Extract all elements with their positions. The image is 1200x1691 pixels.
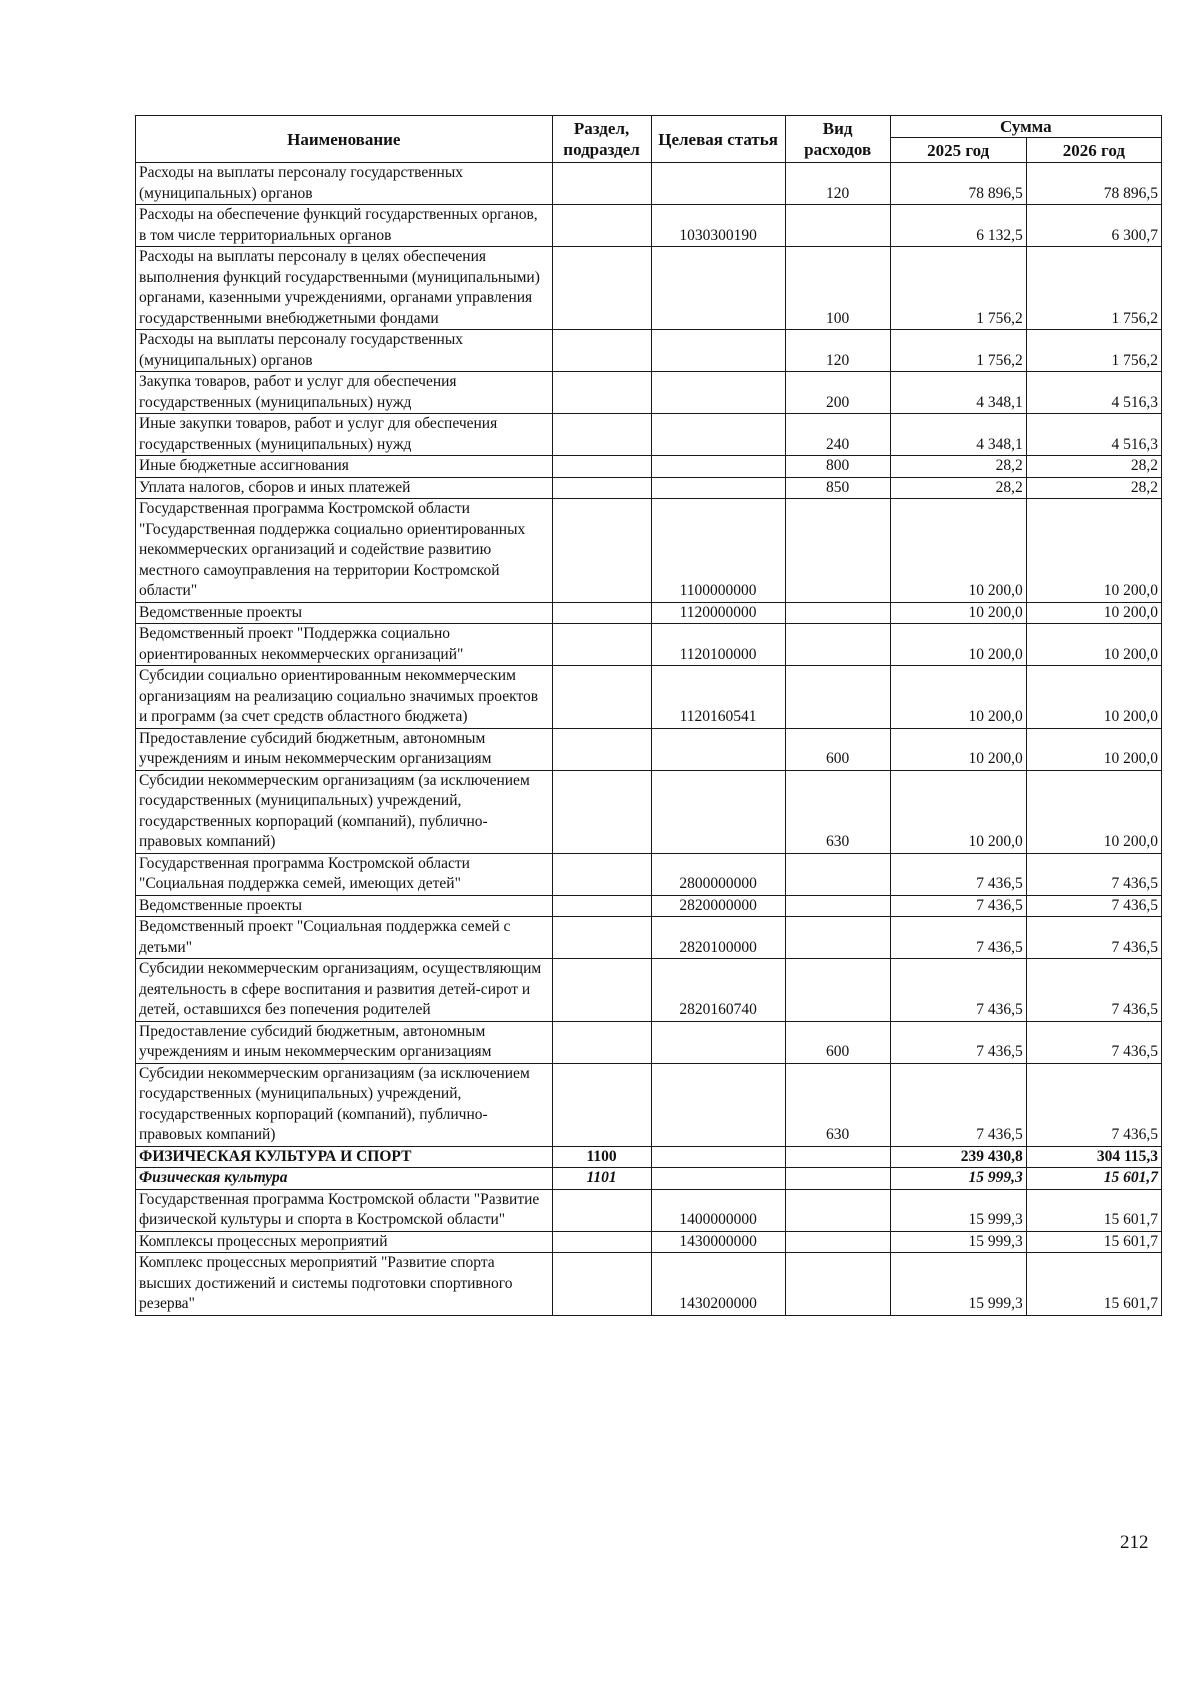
table-row [136, 959, 1162, 1022]
row-razdel [552, 330, 651, 372]
row-vid: 100 [785, 247, 890, 330]
row-sum-2026: 15 601,7 [1026, 1168, 1161, 1190]
table-row [136, 770, 1162, 853]
row-sum-2026: 1 756,2 [1026, 330, 1161, 372]
row-vid [785, 666, 890, 729]
row-celevaya: 1030300190 [651, 205, 785, 247]
row-vid [785, 1146, 890, 1168]
row-name: Расходы на выплаты персоналу государственных (муниципальных) органов [136, 163, 553, 205]
row-vid: 120 [785, 163, 890, 205]
header-razdel: Раздел, подраздел [552, 116, 651, 163]
header-summa: Сумма [890, 116, 1161, 138]
table-row [136, 247, 1162, 330]
row-name: Ведомственный проект "Социальная поддержка семей с детьми" [136, 917, 553, 959]
row-sum-2026: 28,2 [1026, 456, 1161, 478]
row-vid [785, 895, 890, 917]
table-row [136, 477, 1162, 499]
row-sum-2025: 7 436,5 [890, 959, 1026, 1022]
row-sum-2026: 1 756,2 [1026, 247, 1161, 330]
row-sum-2025: 10 200,0 [890, 624, 1026, 666]
row-razdel [552, 728, 651, 770]
row-sum-2025: 7 436,5 [890, 895, 1026, 917]
row-celevaya [651, 414, 785, 456]
row-sum-2025: 1 756,2 [890, 330, 1026, 372]
row-vid [785, 853, 890, 895]
row-vid [785, 624, 890, 666]
header-celevaya: Целевая статья [651, 116, 785, 163]
table-row [136, 602, 1162, 624]
row-name: Государственная программа Костромской области "Государственная поддержка социально ориентированных некоммерческих организаций и содействие развитию местного самоуправления на территории Костромской области" [136, 499, 553, 603]
row-sum-2026: 15 601,7 [1026, 1189, 1161, 1231]
header-year-2025: 2025 год [890, 138, 1026, 163]
table-row [136, 728, 1162, 770]
row-vid: 800 [785, 456, 890, 478]
row-celevaya: 1120100000 [651, 624, 785, 666]
row-razdel [552, 414, 651, 456]
row-sum-2025: 10 200,0 [890, 770, 1026, 853]
row-sum-2026: 10 200,0 [1026, 728, 1161, 770]
table-row [136, 1189, 1162, 1231]
row-sum-2026: 304 115,3 [1026, 1146, 1161, 1168]
row-sum-2025: 15 999,3 [890, 1189, 1026, 1231]
row-vid [785, 1189, 890, 1231]
table-row [136, 372, 1162, 414]
row-celevaya [651, 477, 785, 499]
row-vid: 630 [785, 1063, 890, 1146]
row-name: Закупка товаров, работ и услуг для обеспечения государственных (муниципальных) нужд [136, 372, 553, 414]
table-row [136, 456, 1162, 478]
row-name: Субсидии социально ориентированным некоммерческим организациям на реализацию социально значимых проектов и программ (за счет средств областного бюджета) [136, 666, 553, 729]
row-vid: 600 [785, 728, 890, 770]
row-vid [785, 205, 890, 247]
row-sum-2026: 7 436,5 [1026, 959, 1161, 1022]
table-row [136, 624, 1162, 666]
row-name: Предоставление субсидий бюджетным, автономным учреждениям и иным некоммерческим организациям [136, 728, 553, 770]
row-sum-2025: 78 896,5 [890, 163, 1026, 205]
row-razdel [552, 853, 651, 895]
row-sum-2025: 28,2 [890, 456, 1026, 478]
row-celevaya [651, 330, 785, 372]
row-sum-2026: 15 601,7 [1026, 1253, 1161, 1316]
table-body [136, 163, 1162, 1316]
row-sum-2026: 10 200,0 [1026, 624, 1161, 666]
row-vid: 850 [785, 477, 890, 499]
table-row [136, 330, 1162, 372]
row-razdel [552, 666, 651, 729]
row-razdel [552, 456, 651, 478]
row-name: Иные закупки товаров, работ и услуг для обеспечения государственных (муниципальных) нужд [136, 414, 553, 456]
row-celevaya [651, 1168, 785, 1190]
row-celevaya: 2820100000 [651, 917, 785, 959]
row-razdel [552, 1231, 651, 1253]
table-row [136, 917, 1162, 959]
row-name: ФИЗИЧЕСКАЯ КУЛЬТУРА И СПОРТ [136, 1146, 553, 1168]
row-sum-2025: 10 200,0 [890, 666, 1026, 729]
header-year-2026: 2026 год [1026, 138, 1161, 163]
row-razdel [552, 770, 651, 853]
row-name: Ведомственные проекты [136, 895, 553, 917]
row-sum-2026: 28,2 [1026, 477, 1161, 499]
row-vid [785, 1253, 890, 1316]
table-row [136, 1063, 1162, 1146]
row-razdel [552, 895, 651, 917]
row-vid: 200 [785, 372, 890, 414]
row-sum-2026: 10 200,0 [1026, 602, 1161, 624]
row-sum-2025: 7 436,5 [890, 1063, 1026, 1146]
row-name: Иные бюджетные ассигнования [136, 456, 553, 478]
row-celevaya: 1100000000 [651, 499, 785, 603]
row-celevaya: 1430200000 [651, 1253, 785, 1316]
table-row [136, 1146, 1162, 1168]
page-number: 212 [1120, 1532, 1149, 1553]
row-sum-2025: 10 200,0 [890, 602, 1026, 624]
row-sum-2026: 7 436,5 [1026, 853, 1161, 895]
row-celevaya: 1430000000 [651, 1231, 785, 1253]
row-vid [785, 959, 890, 1022]
row-celevaya [651, 247, 785, 330]
row-name: Ведомственный проект "Поддержка социально ориентированных некоммерческих организаций" [136, 624, 553, 666]
row-razdel [552, 1189, 651, 1231]
row-sum-2025: 10 200,0 [890, 728, 1026, 770]
row-razdel [552, 163, 651, 205]
table-header [136, 116, 1162, 163]
row-razdel [552, 247, 651, 330]
row-celevaya: 2820000000 [651, 895, 785, 917]
row-razdel: 1101 [552, 1168, 651, 1190]
row-vid [785, 917, 890, 959]
row-name: Субсидии некоммерческим организациям, осуществляющим деятельность в сфере воспитания и развития детей-сирот и детей, оставшихся без попечения родителей [136, 959, 553, 1022]
table-row [136, 1253, 1162, 1316]
row-razdel [552, 602, 651, 624]
row-name: Государственная программа Костромской области "Социальная поддержка семей, имеющих детей" [136, 853, 553, 895]
row-sum-2026: 15 601,7 [1026, 1231, 1161, 1253]
table-row [136, 499, 1162, 603]
row-vid [785, 602, 890, 624]
row-name: Комплексы процессных мероприятий [136, 1231, 553, 1253]
row-celevaya [651, 1063, 785, 1146]
row-vid [785, 1231, 890, 1253]
row-razdel [552, 917, 651, 959]
row-razdel [552, 372, 651, 414]
row-vid [785, 1168, 890, 1190]
row-celevaya [651, 1146, 785, 1168]
table-row [136, 163, 1162, 205]
row-sum-2026: 4 516,3 [1026, 414, 1161, 456]
row-celevaya: 1120160541 [651, 666, 785, 729]
row-name: Физическая культура [136, 1168, 553, 1190]
row-sum-2025: 6 132,5 [890, 205, 1026, 247]
row-razdel [552, 1253, 651, 1316]
table-row [136, 205, 1162, 247]
row-sum-2025: 4 348,1 [890, 372, 1026, 414]
row-celevaya [651, 456, 785, 478]
table-row [136, 853, 1162, 895]
row-name: Расходы на выплаты персоналу в целях обеспечения выполнения функций государственными (муниципальными) органами, казенными учреждениями, органами управления государственными внебюджетными фондами [136, 247, 553, 330]
row-sum-2025: 15 999,3 [890, 1168, 1026, 1190]
row-celevaya [651, 728, 785, 770]
table-row [136, 1021, 1162, 1063]
row-sum-2025: 15 999,3 [890, 1253, 1026, 1316]
row-celevaya: 1120000000 [651, 602, 785, 624]
row-celevaya: 2800000000 [651, 853, 785, 895]
row-name: Субсидии некоммерческим организациям (за исключением государственных (муниципальных) учреждений, государственных корпораций (компаний), публично-правовых компаний) [136, 770, 553, 853]
row-celevaya [651, 372, 785, 414]
row-celevaya: 2820160740 [651, 959, 785, 1022]
row-name: Расходы на выплаты персоналу государственных (муниципальных) органов [136, 330, 553, 372]
row-celevaya [651, 1021, 785, 1063]
row-razdel [552, 1063, 651, 1146]
row-razdel [552, 959, 651, 1022]
row-razdel [552, 477, 651, 499]
row-sum-2025: 28,2 [890, 477, 1026, 499]
row-sum-2025: 7 436,5 [890, 1021, 1026, 1063]
row-sum-2025: 7 436,5 [890, 917, 1026, 959]
table-row [136, 1168, 1162, 1190]
row-name: Предоставление субсидий бюджетным, автономным учреждениям и иным некоммерческим организациям [136, 1021, 553, 1063]
table-row [136, 1231, 1162, 1253]
row-sum-2026: 6 300,7 [1026, 205, 1161, 247]
header-name: Наименование [136, 116, 553, 163]
row-sum-2025: 239 430,8 [890, 1146, 1026, 1168]
row-name: Расходы на обеспечение функций государственных органов, в том числе территориальных органов [136, 205, 553, 247]
row-name: Комплекс процессных мероприятий "Развитие спорта высших достижений и системы подготовки спортивного резерва" [136, 1253, 553, 1316]
row-name: Субсидии некоммерческим организациям (за исключением государственных (муниципальных) учреждений, государственных корпораций (компаний), публично-правовых компаний) [136, 1063, 553, 1146]
row-vid: 240 [785, 414, 890, 456]
row-sum-2026: 10 200,0 [1026, 666, 1161, 729]
row-sum-2026: 7 436,5 [1026, 1021, 1161, 1063]
row-sum-2025: 4 348,1 [890, 414, 1026, 456]
row-sum-2026: 10 200,0 [1026, 770, 1161, 853]
row-sum-2026: 10 200,0 [1026, 499, 1161, 603]
budget-table [135, 115, 1162, 1316]
row-name: Государственная программа Костромской области "Развитие физической культуры и спорта в Костромской области" [136, 1189, 553, 1231]
row-razdel: 1100 [552, 1146, 651, 1168]
row-celevaya [651, 770, 785, 853]
row-sum-2026: 78 896,5 [1026, 163, 1161, 205]
row-vid: 600 [785, 1021, 890, 1063]
row-vid [785, 499, 890, 603]
table-row [136, 895, 1162, 917]
row-celevaya [651, 163, 785, 205]
row-sum-2025: 7 436,5 [890, 853, 1026, 895]
row-razdel [552, 499, 651, 603]
header-vid: Вид расходов [785, 116, 890, 163]
row-sum-2026: 7 436,5 [1026, 1063, 1161, 1146]
row-name: Уплата налогов, сборов и иных платежей [136, 477, 553, 499]
row-celevaya: 1400000000 [651, 1189, 785, 1231]
row-name: Ведомственные проекты [136, 602, 553, 624]
row-razdel [552, 205, 651, 247]
row-sum-2025: 1 756,2 [890, 247, 1026, 330]
row-sum-2026: 7 436,5 [1026, 895, 1161, 917]
table-row [136, 414, 1162, 456]
row-vid: 630 [785, 770, 890, 853]
row-sum-2026: 7 436,5 [1026, 917, 1161, 959]
row-vid: 120 [785, 330, 890, 372]
row-sum-2025: 10 200,0 [890, 499, 1026, 603]
row-razdel [552, 1021, 651, 1063]
row-sum-2025: 15 999,3 [890, 1231, 1026, 1253]
row-sum-2026: 4 516,3 [1026, 372, 1161, 414]
table-row [136, 666, 1162, 729]
row-razdel [552, 624, 651, 666]
